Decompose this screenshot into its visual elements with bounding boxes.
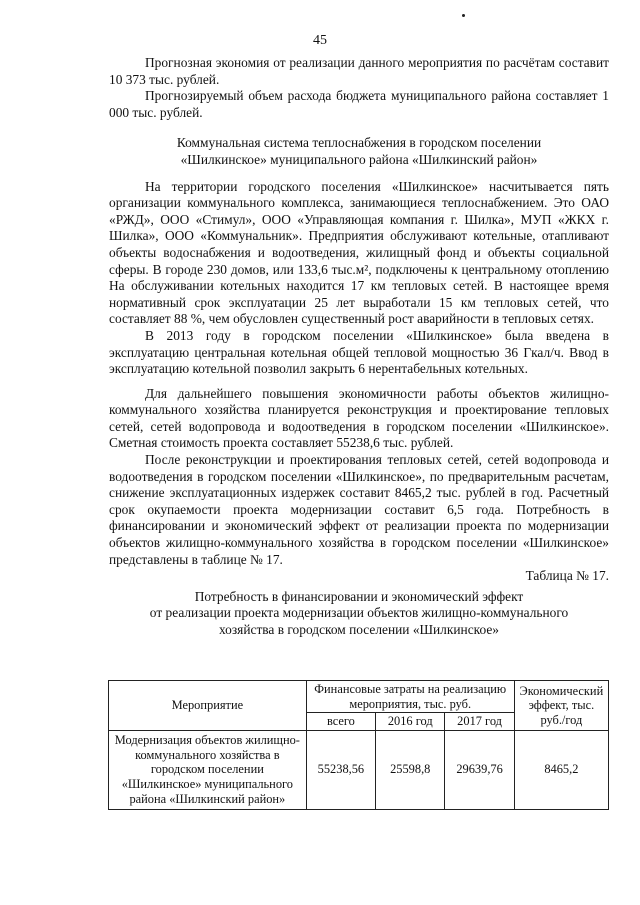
section-heading <box>109 135 609 168</box>
document-body <box>109 55 609 651</box>
cell-event: Модернизация объектов жилищно-коммунального хозяйства в городском поселении «Шилкинское» муниципального района «Шилкинский район» <box>109 730 307 809</box>
section-heading-line1: Коммунальная система теплоснабжения в городском поселении <box>176 135 542 151</box>
cell-effect: 8465,2 <box>514 730 608 809</box>
paragraph-budget-forecast: Прогнозируемый объем расхода бюджета муниципального района составляет 1 000 тыс. рублей. <box>109 88 609 120</box>
table-row <box>109 730 609 809</box>
table-title-line2: от реализации проекта модернизации объектов жилищно-коммунального <box>149 605 569 621</box>
subheader-2016: 2016 год <box>376 713 445 731</box>
paragraph-reconstruction-plan: Для дальнейшего повышения экономичности работы объектов жилищно-коммунального хозяйства планируется реконструкция и проектирование тепловых сетей, сетей водопровода и водоотведения в городском поселении «Шилкинское». Сметная стоимость проекта составляет 55238,6 тыс. рублей. <box>109 385 609 451</box>
paragraph-central-boiler: В 2013 году в городском поселении «Шилкинское» была введена в эксплуатацию центральная котельная общей тепловой мощностью 36 Гкал/ч. Ввод в эксплуатацию котельной позволил закрыть 6 нерентабельных котельных. <box>109 327 609 377</box>
subheader-total: всего <box>306 713 375 731</box>
section-heading-line2: «Шилкинское» муниципального района «Шилкинский район» <box>180 151 538 167</box>
paragraph-heat-organizations: На территории городского поселения «Шилкинское» насчитывается пять организации коммунального комплекса, занимающиеся теплоснабжением. Это ОАО «РЖД», ООО «Стимул», ООО «Управляющая компания г. Шилка», МУП «ЖКХ г. Шилка», ООО «Коммунальник». Предприятия обслуживают котельные, отапливают объекты водоснабжения и водоотведения, жилищный фонд и объекты социальной сферы. В городе 230 домов, или 133,6 тыс.м², подключены к центральному отоплению На обслуживании котельных находится 17 км тепловых сетей. В настоящее время нормативный срок эксплуатации 25 лет выработали 15 км тепловых сетей, что составляет 88 %, чем обусловлен существенный рост аварийности в тепловых сетях. <box>109 178 609 327</box>
cell-2017: 29639,76 <box>445 730 514 809</box>
paragraph-reconstruction-effect: После реконструкции и проектирования тепловых сетей, сетей водопровода и водоотведения в городском поселении «Шилкинское», по предварительным расчетам, снижение эксплуатационных издержек составит 8465,2 тыс. рублей в год. Расчетный срок окупаемости проекта модернизации составит 6,5 года. Потребность в финансировании и экономический эффект от реализации проекта по модернизации объектов жилищно-коммунального хозяйства в городском поселении «Шилкинское» представлены в таблице № 17. <box>109 452 609 567</box>
table-header-row <box>109 681 609 713</box>
table-title-line1: Потребность в финансировании и экономический эффект <box>194 588 524 604</box>
page-number: 45 <box>313 33 327 48</box>
paragraph-economy-forecast: Прогнозная экономия от реализации данного мероприятия по расчётам составит 10 373 тыс. рублей. <box>109 55 609 87</box>
table-label: Таблица № 17. <box>525 568 609 584</box>
subheader-2017: 2017 год <box>445 713 514 731</box>
cell-2016: 25598,8 <box>376 730 445 809</box>
cell-total: 55238,56 <box>306 730 375 809</box>
header-effect: Экономический эффект, тыс. руб./год <box>514 681 608 731</box>
header-costs: Финансовые затраты на реализацию мероприятия, тыс. руб. <box>306 681 514 713</box>
header-event: Мероприятие <box>109 681 307 731</box>
table-title-line3: хозяйства в городском поселении «Шилкинское» <box>219 622 499 637</box>
scan-speck <box>462 14 465 17</box>
financing-table <box>108 680 609 810</box>
table-title <box>109 589 609 639</box>
